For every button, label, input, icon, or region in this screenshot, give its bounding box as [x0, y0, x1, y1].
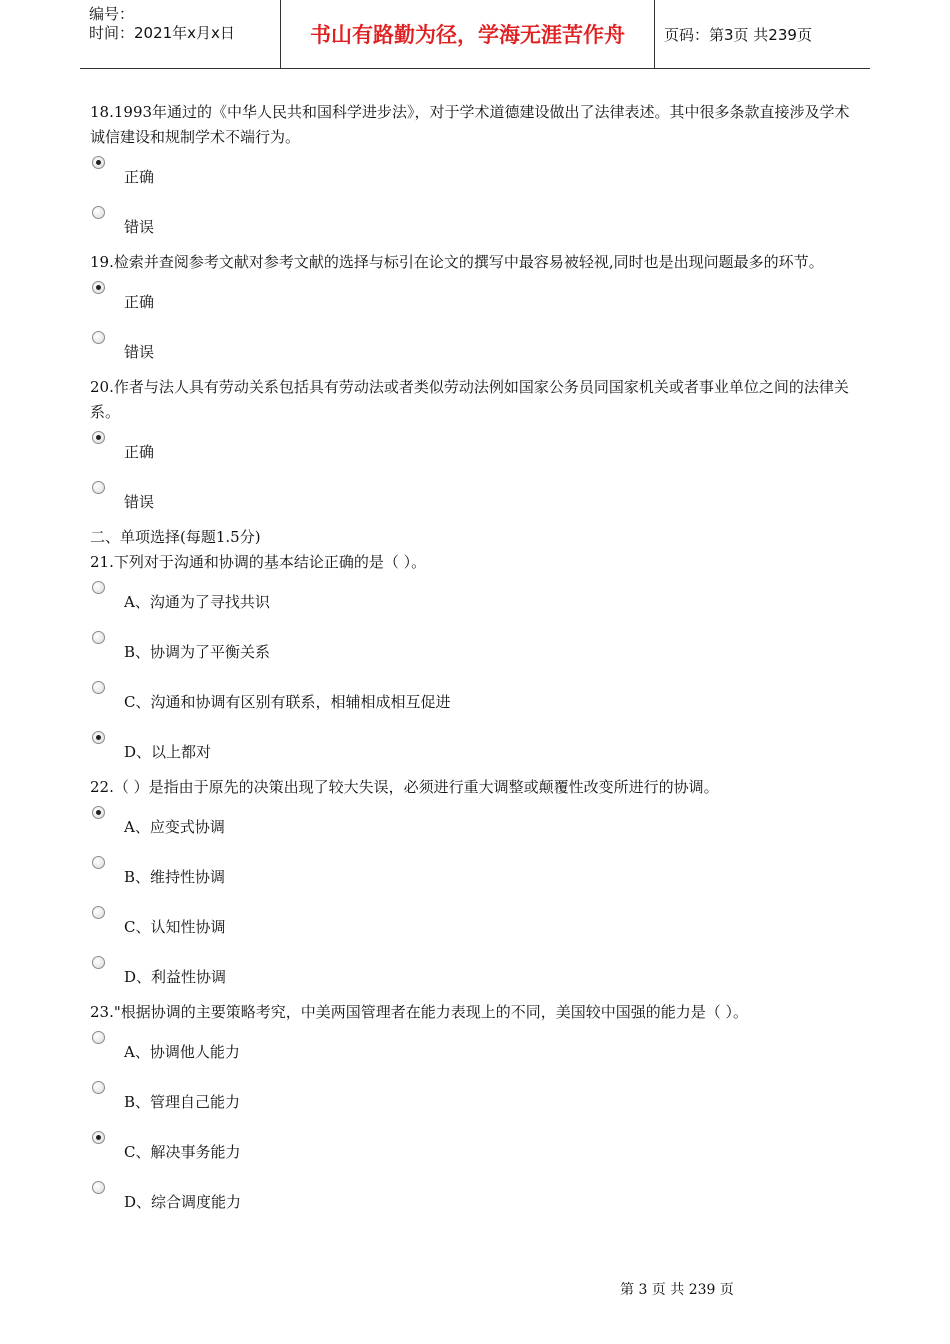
option-label: C、认知性协调 — [124, 918, 226, 936]
radio-unselected-icon[interactable] — [92, 206, 105, 219]
radio-unselected-icon[interactable] — [92, 681, 105, 694]
radio-unselected-icon[interactable] — [92, 906, 105, 919]
answer-option[interactable] — [90, 850, 862, 900]
page-footer: 第 3 页 共 239 页 — [620, 1282, 734, 1298]
radio-selected-icon[interactable] — [92, 1131, 105, 1144]
radio-unselected-icon[interactable] — [92, 581, 105, 594]
radio-unselected-icon[interactable] — [92, 481, 105, 494]
option-label: D、综合调度能力 — [124, 1193, 242, 1211]
question-text: 22.（ ）是指由于原先的决策出现了较大失误，必须进行重大调整或颠覆性改变所进行的协调。 — [90, 778, 719, 796]
option-label: D、以上都对 — [124, 743, 212, 761]
option-label: 错误 — [124, 218, 155, 236]
option-label: B、维持性协调 — [124, 868, 226, 886]
option-label: D、利益性协调 — [124, 968, 227, 986]
answer-option[interactable] — [90, 325, 862, 375]
option-label: C、沟通和协调有区别有联系，相辅相成相互促进 — [124, 693, 451, 711]
answer-option[interactable] — [90, 200, 862, 250]
radio-selected-icon[interactable] — [92, 281, 105, 294]
question-text: 19.检索并查阅参考文献对参考文献的选择与标引在论文的撰写中最容易被轻视,同时也是出现问题最多的环节。 — [90, 253, 824, 271]
answer-option[interactable] — [90, 1025, 862, 1075]
radio-unselected-icon[interactable] — [92, 631, 105, 644]
answer-option[interactable] — [90, 1175, 862, 1225]
header-meta — [80, 0, 281, 68]
answer-option[interactable] — [90, 425, 862, 475]
option-label: A、沟通为了寻找共识 — [124, 593, 270, 611]
answer-option[interactable] — [90, 675, 862, 725]
section-heading: 二、单项选择(每题1.5分) — [90, 528, 261, 546]
radio-unselected-icon[interactable] — [92, 856, 105, 869]
question-text: 18.1993年通过的《中华人民共和国科学进步法》，对于学术道德建设做出了法律表述。其中很多条款直接涉及学术诚信建设和规制学术不端行为。 — [90, 103, 850, 146]
answer-option[interactable] — [90, 1075, 862, 1125]
answer-option[interactable] — [90, 150, 862, 200]
option-label: 错误 — [124, 493, 155, 511]
radio-unselected-icon[interactable] — [92, 1081, 105, 1094]
number-label: 编号： — [89, 5, 135, 23]
time-label: 时间：2021年x月x日 — [89, 24, 235, 42]
question-text: 23."根据协调的主要策略考究，中美两国管理者在能力表现上的不同，美国较中国强的能力是（ ）。 — [90, 1003, 749, 1021]
radio-selected-icon[interactable] — [92, 431, 105, 444]
page-header — [80, 0, 870, 69]
answer-option[interactable] — [90, 900, 862, 950]
answer-option[interactable] — [90, 275, 862, 325]
option-label: 正确 — [124, 168, 155, 186]
option-label: C、解决事务能力 — [124, 1143, 241, 1161]
option-label: 错误 — [124, 343, 155, 361]
answer-option[interactable] — [90, 800, 862, 850]
answer-option[interactable] — [90, 625, 862, 675]
answer-option[interactable] — [90, 950, 862, 1000]
question-text: 20.作者与法人具有劳动关系包括具有劳动法或者类似劳动法例如国家公务员同国家机关或者事业单位之间的法律关系。 — [90, 378, 849, 421]
answer-option[interactable] — [90, 725, 862, 775]
radio-selected-icon[interactable] — [92, 806, 105, 819]
header-motto: 书山有路勤为径，学海无涯苦作舟 — [281, 0, 655, 68]
radio-unselected-icon[interactable] — [92, 956, 105, 969]
header-page-info: 页码：第3页 共239页 — [664, 25, 812, 44]
radio-selected-icon[interactable] — [92, 731, 105, 744]
radio-unselected-icon[interactable] — [92, 1031, 105, 1044]
answer-option[interactable] — [90, 475, 862, 525]
question-text: 21.下列对于沟通和协调的基本结论正确的是（ ）。 — [90, 553, 427, 571]
answer-option[interactable] — [90, 1125, 862, 1175]
answer-option[interactable] — [90, 575, 862, 625]
option-label: A、协调他人能力 — [124, 1043, 240, 1061]
radio-unselected-icon[interactable] — [92, 331, 105, 344]
question-list — [90, 100, 862, 1225]
option-label: 正确 — [124, 293, 155, 311]
radio-selected-icon[interactable] — [92, 156, 105, 169]
option-label: 正确 — [124, 443, 155, 461]
option-label: A、应变式协调 — [124, 818, 225, 836]
option-label: B、协调为了平衡关系 — [124, 643, 271, 661]
option-label: B、管理自己能力 — [124, 1093, 241, 1111]
radio-unselected-icon[interactable] — [92, 1181, 105, 1194]
